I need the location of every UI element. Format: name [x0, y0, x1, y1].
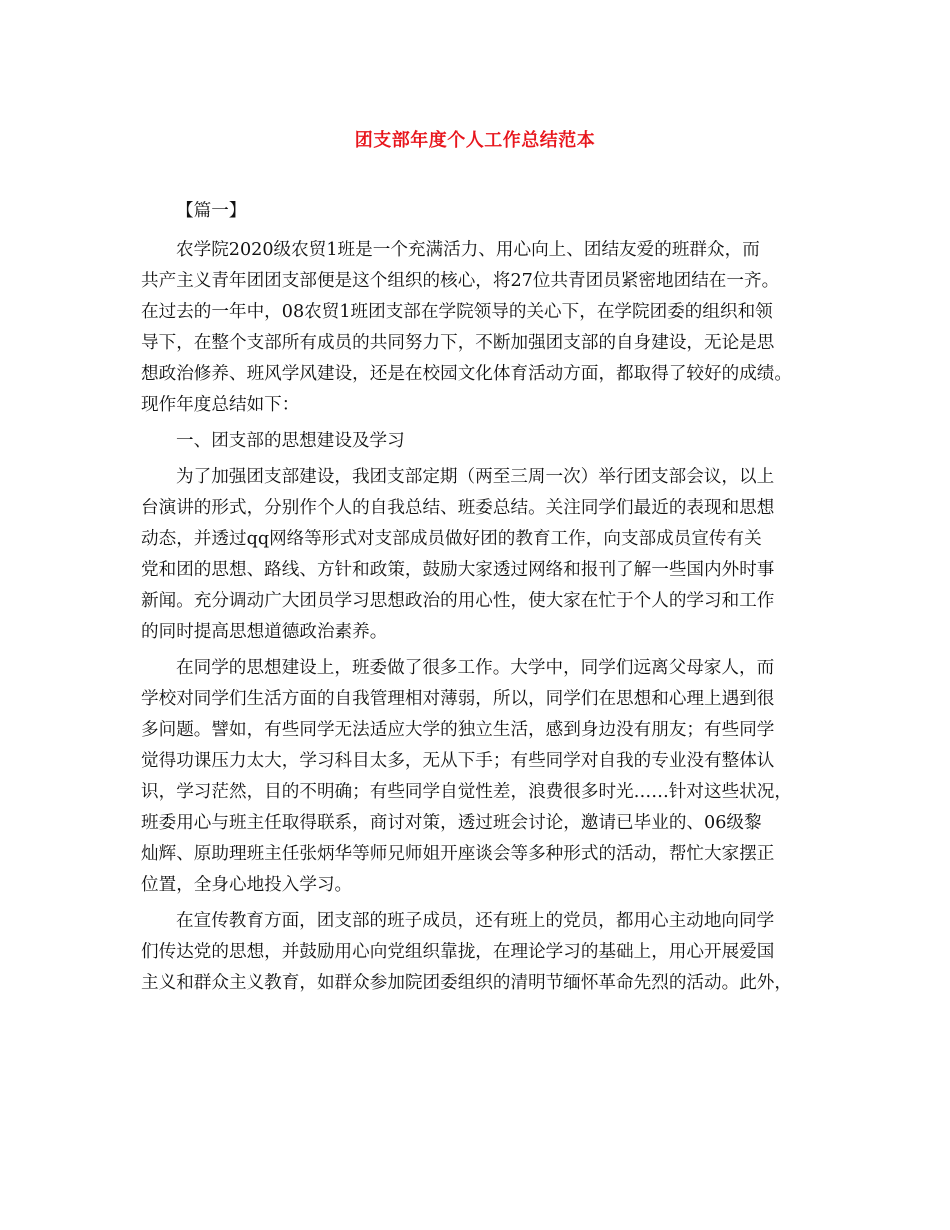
- section-label: 【篇一】: [176, 201, 247, 221]
- paragraph-intro: [141, 235, 821, 421]
- document-title: 团支部年度个人工作总结范本: [354, 130, 596, 151]
- paragraph-line: 党和团的思想、路线、方针和政策，鼓励大家透过网络和报刊了解一些国内外时事: [141, 560, 775, 580]
- paragraph-line: 台演讲的形式，分别作个人的自我总结、班委总结。关注同学们最近的表现和思想: [141, 498, 775, 518]
- paragraph-line: 位置，全身心地投入学习。: [141, 875, 353, 895]
- paragraph-line: 在过去的一年中，08农贸1班团支部在学院领导的关心下，在学院团委的组织和领: [141, 302, 773, 322]
- section-heading: [141, 426, 821, 457]
- paragraph-line: 主义和群众主义教育，如群众参加院团委组织的清明节缅怀革命先烈的活动。此外，: [141, 973, 792, 993]
- paragraph-line: 多问题。譬如，有些同学无法适应大学的独立生活，感到身边没有朋友；有些同学: [141, 720, 775, 740]
- paragraph-line: 动态，并透过qq网络等形式对支部成员做好团的教育工作，向支部成员宣传有关: [141, 529, 762, 549]
- paragraph-line: 为了加强团支部建设，我团支部定期（两至三周一次）举行团支部会议，以上: [176, 467, 775, 487]
- document-body: [141, 196, 821, 999]
- paragraph-line: 班委用心与班主任取得联系，商讨对策，透过班会讨论，邀请已毕业的、06级黎: [141, 813, 762, 833]
- paragraph-line: 学校对同学们生活方面的自我管理相对薄弱，所以，同学们在思想和心理上遇到很: [141, 689, 775, 709]
- paragraph-line: 导下，在整个支部所有成员的共同努力下，不断加强团支部的自身建设，无论是思: [141, 333, 775, 353]
- paragraph-line: 灿辉、原助理班主任张炳华等师兄师姐开座谈会等多种形式的活动，帮忙大家摆正: [141, 844, 775, 864]
- paragraph-line: 识，学习茫然，目的不明确；有些同学自觉性差，浪费很多时光……针对这些状况，: [141, 782, 792, 802]
- paragraph-line: 在宣传教育方面，团支部的班子成员，还有班上的党员，都用心主动地向同学: [176, 911, 775, 931]
- paragraph-publicity: [141, 906, 821, 999]
- paragraph-line: 在同学的思想建设上，班委做了很多工作。大学中，同学们远离父母家人，而: [176, 658, 775, 678]
- paragraph-line: 新闻。充分调动广大团员学习思想政治的用心性，使大家在忙于个人的学习和工作: [141, 591, 775, 611]
- paragraph-study: [141, 462, 821, 648]
- paragraph-line: 觉得功课压力太大，学习科目太多，无从下手；有些同学对自我的专业没有整体认: [141, 751, 775, 771]
- paragraph-line: 共产主义青年团团支部便是这个组织的核心，将27位共青团员紧密地团结在一齐。: [141, 271, 780, 291]
- paragraph-line: 想政治修养、班风学风建设，还是在校园文化体育活动方面，都取得了较好的成绩。: [141, 364, 792, 384]
- paragraph-ideology: [141, 653, 821, 901]
- paragraph-line: 农学院2020级农贸1班是一个充满活力、用心向上、团结友爱的班群众，而: [176, 240, 760, 260]
- paragraph-line: 的同时提高思想道德政治素养。: [141, 622, 388, 642]
- paragraph-line: 现作年度总结如下：: [141, 395, 300, 415]
- paragraph-line: 们传达党的思想，并鼓励用心向党组织靠拢，在理论学习的基础上，用心开展爱国: [141, 942, 775, 962]
- section-heading-text: 一、团支部的思想建设及学习: [176, 431, 405, 451]
